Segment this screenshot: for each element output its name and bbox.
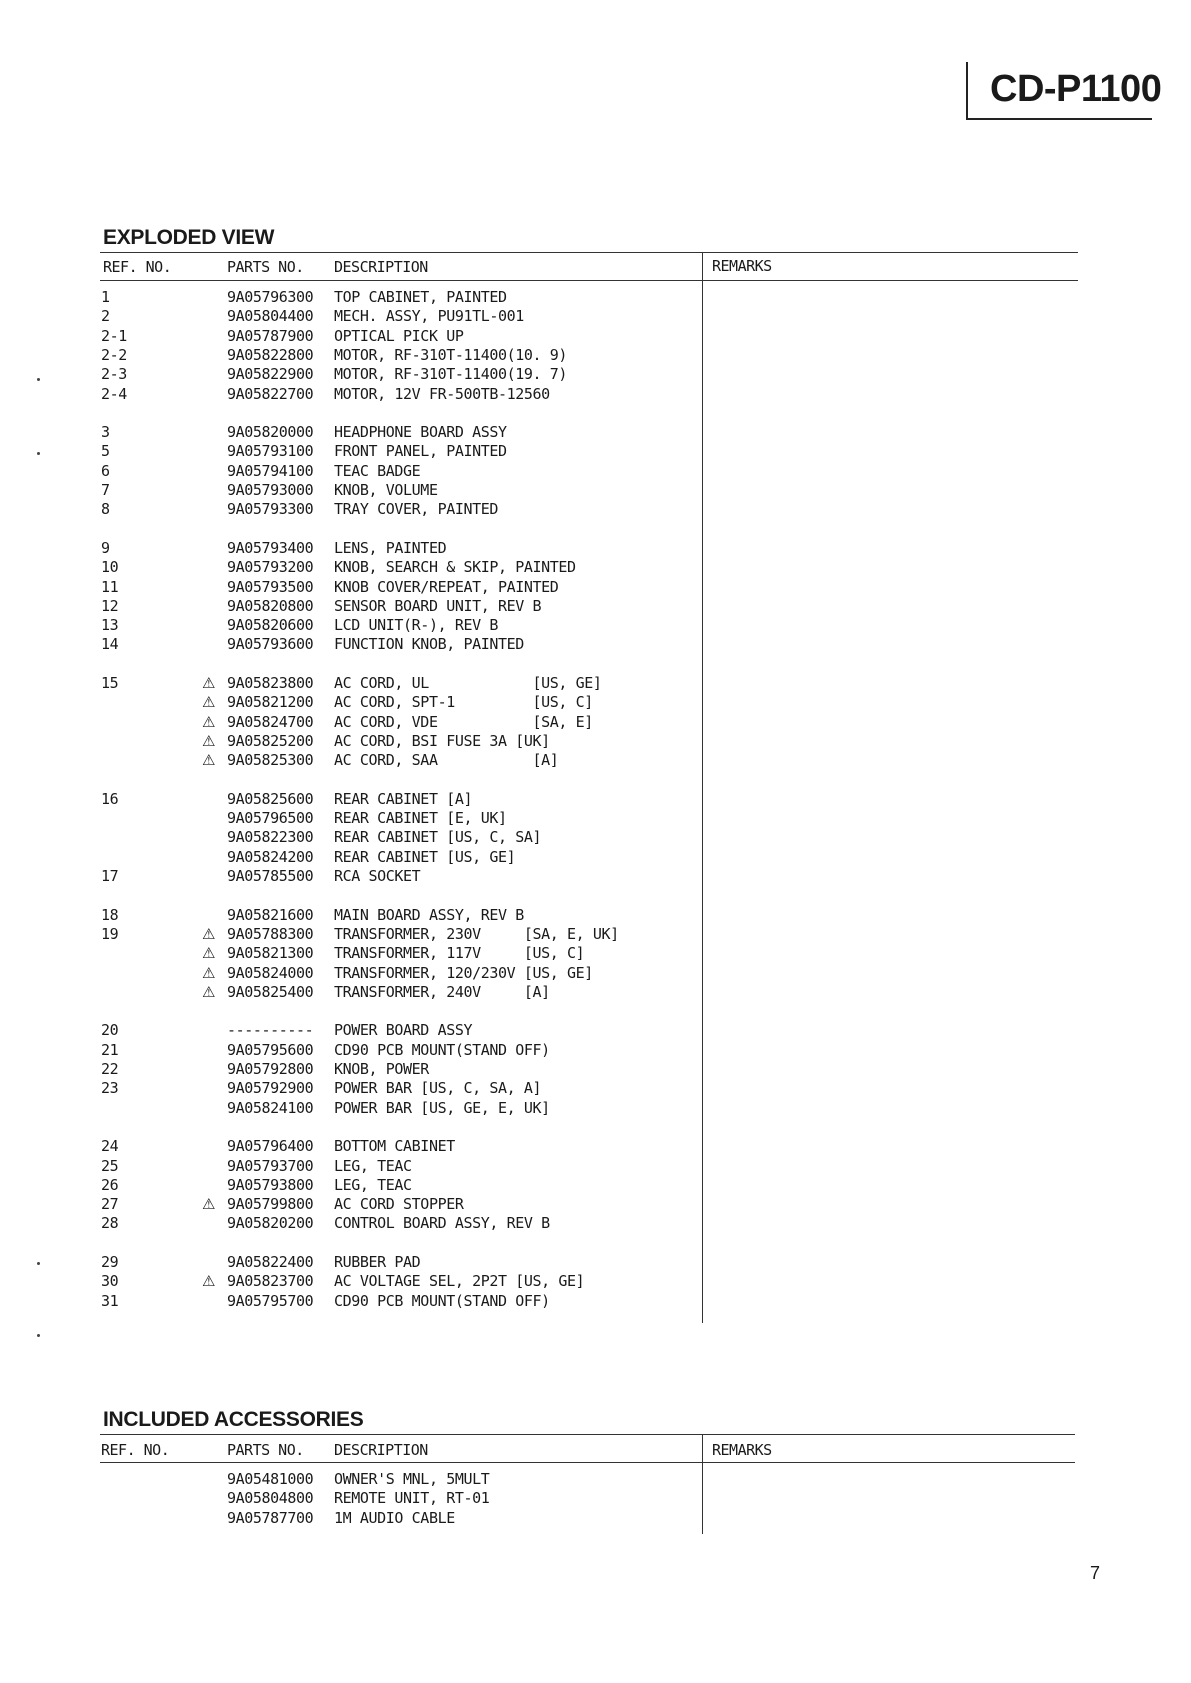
part-number: 9A05788300 bbox=[227, 924, 314, 943]
part-description: RCA SOCKET bbox=[334, 867, 421, 885]
part-number: 9A05824700 bbox=[227, 712, 314, 731]
part-description: TRAY COVER, PAINTED bbox=[334, 500, 498, 519]
part-description: RUBBER PAD bbox=[334, 1253, 421, 1271]
part-description: TRANSFORMER, 240V [A] bbox=[334, 982, 550, 1001]
part-description: HEADPHONE BOARD ASSY bbox=[334, 423, 507, 442]
table-row bbox=[0, 674, 700, 693]
part-description: POWER BAR [US, C, SA, A] bbox=[334, 1079, 542, 1098]
table-row bbox=[0, 1509, 700, 1528]
table-row bbox=[0, 1176, 700, 1195]
part-description: MAIN BOARD ASSY, REV B bbox=[334, 905, 524, 924]
part-description: TOP CABINET, PAINTED bbox=[334, 288, 507, 306]
part-number: 9A05824200 bbox=[227, 847, 314, 866]
part-description: MOTOR, 12V FR-500TB-12560 bbox=[334, 384, 550, 403]
part-description: KNOB COVER/REPEAT, PAINTED bbox=[334, 577, 559, 596]
part-number: 9A05787700 bbox=[227, 1508, 314, 1527]
ref-no: 22 bbox=[101, 1060, 119, 1078]
ref-no: 8 bbox=[101, 500, 110, 519]
table-row bbox=[0, 481, 700, 500]
part-number: 9A05794100 bbox=[227, 461, 314, 480]
table-row bbox=[0, 365, 700, 384]
ref-no: 6 bbox=[101, 461, 110, 480]
ref-no: 30 bbox=[101, 1272, 119, 1291]
part-number: 9A05824100 bbox=[227, 1098, 314, 1117]
safety-warning-icon: ⚠ bbox=[202, 982, 216, 1001]
table-row bbox=[0, 906, 700, 925]
table-row bbox=[0, 732, 700, 751]
ref-no: 15 bbox=[101, 674, 119, 692]
part-description: LENS, PAINTED bbox=[334, 538, 447, 557]
part-description: LEG, TEAC bbox=[334, 1175, 412, 1194]
part-number: 9A05793300 bbox=[227, 500, 314, 519]
part-number: 9A05793000 bbox=[227, 481, 314, 499]
part-number: 9A05825300 bbox=[227, 751, 314, 770]
scan-speck bbox=[37, 378, 40, 381]
part-description: MOTOR, RF-310T-11400(19. 7) bbox=[334, 365, 568, 384]
table-row bbox=[0, 462, 700, 481]
table-row bbox=[0, 693, 700, 712]
ref-no: 26 bbox=[101, 1175, 119, 1194]
ref-no: 2 bbox=[101, 307, 110, 326]
part-number: 9A05793200 bbox=[227, 558, 314, 577]
part-description: MECH. ASSY, PU91TL-001 bbox=[334, 307, 524, 326]
part-number: 9A05820600 bbox=[227, 616, 314, 635]
part-number: 9A05796300 bbox=[227, 288, 314, 306]
table-row bbox=[0, 1272, 700, 1291]
scan-speck bbox=[37, 1334, 40, 1337]
table-row bbox=[0, 1060, 700, 1079]
part-description: REAR CABINET [A] bbox=[334, 789, 473, 808]
part-number: 9A05793100 bbox=[227, 442, 314, 461]
part-description: AC CORD, UL [US, GE] bbox=[334, 674, 602, 692]
part-number: 9A05824000 bbox=[227, 963, 314, 982]
part-number: 9A05793800 bbox=[227, 1175, 314, 1194]
part-description: BOTTOM CABINET bbox=[334, 1137, 455, 1156]
table-row bbox=[0, 346, 700, 365]
part-description: TEAC BADGE bbox=[334, 461, 421, 480]
exploded-col-parts: PARTS NO. bbox=[227, 258, 304, 276]
part-description: REAR CABINET [US, C, SA] bbox=[334, 828, 542, 847]
table-row bbox=[0, 944, 700, 963]
safety-warning-icon: ⚠ bbox=[202, 674, 216, 692]
table-row bbox=[0, 925, 700, 944]
table-row bbox=[0, 558, 700, 577]
part-description: AC CORD, VDE [SA, E] bbox=[334, 712, 593, 731]
table-row bbox=[0, 1214, 700, 1233]
part-description: CD90 PCB MOUNT(STAND OFF) bbox=[334, 1291, 550, 1310]
table-row bbox=[0, 848, 700, 867]
safety-warning-icon: ⚠ bbox=[202, 693, 216, 712]
part-number: 9A05821300 bbox=[227, 944, 314, 963]
part-description: POWER BOARD ASSY bbox=[334, 1021, 473, 1040]
part-description: AC CORD STOPPER bbox=[334, 1195, 464, 1214]
scan-speck bbox=[37, 452, 40, 455]
part-number: 9A05804400 bbox=[227, 307, 314, 326]
part-number: 9A05822400 bbox=[227, 1253, 314, 1271]
table-row bbox=[0, 1489, 700, 1508]
accessories-title: INCLUDED ACCESSORIES bbox=[103, 1408, 364, 1431]
ref-no: 27 bbox=[101, 1195, 119, 1214]
accessories-col-desc: DESCRIPTION bbox=[334, 1441, 428, 1459]
table-row bbox=[0, 1470, 700, 1489]
ref-no: 18 bbox=[101, 905, 119, 924]
part-number: 9A05821200 bbox=[227, 693, 314, 712]
table-row bbox=[0, 1157, 700, 1176]
part-description: LEG, TEAC bbox=[334, 1156, 412, 1175]
ref-no: 3 bbox=[101, 423, 110, 442]
part-description: TRANSFORMER, 230V [SA, E, UK] bbox=[334, 924, 619, 943]
part-description: SENSOR BOARD UNIT, REV B bbox=[334, 596, 542, 615]
part-description: CONTROL BOARD ASSY, REV B bbox=[334, 1214, 550, 1233]
part-number: 9A05792900 bbox=[227, 1079, 314, 1098]
table-row bbox=[0, 635, 700, 654]
ref-no: 2-3 bbox=[101, 365, 127, 384]
part-number: 9A05823700 bbox=[227, 1272, 314, 1291]
part-description: AC VOLTAGE SEL, 2P2T [US, GE] bbox=[334, 1272, 585, 1291]
part-description: KNOB, POWER bbox=[334, 1060, 429, 1078]
table-row bbox=[0, 1292, 700, 1311]
scan-speck bbox=[37, 1262, 40, 1265]
ref-no: 23 bbox=[101, 1079, 119, 1098]
table-row bbox=[0, 964, 700, 983]
table-row bbox=[0, 307, 700, 326]
part-number: 9A05793700 bbox=[227, 1156, 314, 1175]
table-row bbox=[0, 539, 700, 558]
table-row bbox=[0, 867, 700, 886]
part-description: REAR CABINET [E, UK] bbox=[334, 809, 507, 828]
table-row bbox=[0, 751, 700, 770]
table-row bbox=[0, 500, 700, 519]
exploded-col-desc: DESCRIPTION bbox=[334, 258, 428, 276]
accessories-top-rule bbox=[100, 1434, 1075, 1435]
ref-no: 5 bbox=[101, 442, 110, 461]
part-number: 9A05804800 bbox=[227, 1489, 314, 1508]
accessories-header-rule bbox=[100, 1462, 1075, 1463]
part-description: AC CORD, SAA [A] bbox=[334, 751, 559, 770]
part-description: REMOTE UNIT, RT-01 bbox=[334, 1489, 490, 1508]
table-row bbox=[0, 616, 700, 635]
table-row bbox=[0, 983, 700, 1002]
safety-warning-icon: ⚠ bbox=[202, 1272, 216, 1291]
part-number: 9A05825200 bbox=[227, 731, 314, 750]
table-row bbox=[0, 790, 700, 809]
ref-no: 16 bbox=[101, 789, 119, 808]
ref-no: 28 bbox=[101, 1214, 119, 1233]
part-description: AC CORD, SPT-1 [US, C] bbox=[334, 693, 593, 712]
part-description: OWNER'S MNL, 5MULT bbox=[334, 1470, 490, 1488]
safety-warning-icon: ⚠ bbox=[202, 731, 216, 750]
ref-no: 11 bbox=[101, 577, 119, 596]
ref-no: 21 bbox=[101, 1040, 119, 1059]
part-number: 9A05825600 bbox=[227, 789, 314, 808]
ref-no: 29 bbox=[101, 1253, 119, 1271]
part-number: 9A05795700 bbox=[227, 1291, 314, 1310]
part-number: ---------- bbox=[227, 1021, 314, 1040]
part-number: 9A05823800 bbox=[227, 674, 314, 692]
accessories-col-ref: REF. NO. bbox=[101, 1441, 170, 1459]
table-row bbox=[0, 1195, 700, 1214]
ref-no: 31 bbox=[101, 1291, 119, 1310]
part-number: 9A05793400 bbox=[227, 538, 314, 557]
part-number: 9A05820200 bbox=[227, 1214, 314, 1233]
safety-warning-icon: ⚠ bbox=[202, 751, 216, 770]
part-number: 9A05793600 bbox=[227, 635, 314, 654]
table-row bbox=[0, 327, 700, 346]
table-row bbox=[0, 1079, 700, 1098]
part-description: KNOB, SEARCH & SKIP, PAINTED bbox=[334, 558, 576, 577]
part-description: FUNCTION KNOB, PAINTED bbox=[334, 635, 524, 654]
part-number: 9A05799800 bbox=[227, 1195, 314, 1214]
ref-no: 2-4 bbox=[101, 384, 127, 403]
exploded-top-rule bbox=[100, 252, 1078, 253]
ref-no: 9 bbox=[101, 538, 110, 557]
model-title: CD-P1100 bbox=[990, 68, 1162, 110]
table-row bbox=[0, 385, 700, 404]
safety-warning-icon: ⚠ bbox=[202, 924, 216, 943]
part-number: 9A05792800 bbox=[227, 1060, 314, 1078]
ref-no: 7 bbox=[101, 481, 110, 499]
exploded-col-remarks: REMARKS bbox=[712, 257, 772, 275]
ref-no: 2-2 bbox=[101, 345, 127, 364]
exploded-remarks-divider bbox=[702, 252, 703, 1323]
table-row bbox=[0, 578, 700, 597]
accessories-col-parts: PARTS NO. bbox=[227, 1441, 304, 1459]
safety-warning-icon: ⚠ bbox=[202, 1195, 216, 1214]
accessories-col-remarks: REMARKS bbox=[712, 1441, 772, 1459]
part-number: 9A05481000 bbox=[227, 1470, 314, 1488]
table-row bbox=[0, 809, 700, 828]
table-row bbox=[0, 597, 700, 616]
ref-no: 24 bbox=[101, 1137, 119, 1156]
part-description: TRANSFORMER, 117V [US, C] bbox=[334, 944, 585, 963]
exploded-header-rule bbox=[100, 280, 1078, 281]
table-row bbox=[0, 828, 700, 847]
part-number: 9A05825400 bbox=[227, 982, 314, 1001]
exploded-col-ref: REF. NO. bbox=[103, 258, 172, 276]
ref-no: 20 bbox=[101, 1021, 119, 1040]
part-number: 9A05822700 bbox=[227, 384, 314, 403]
part-number: 9A05796400 bbox=[227, 1137, 314, 1156]
table-row bbox=[0, 1137, 700, 1156]
part-description: FRONT PANEL, PAINTED bbox=[334, 442, 507, 461]
ref-no: 10 bbox=[101, 558, 119, 577]
page-number: 7 bbox=[1090, 1563, 1101, 1583]
part-number: 9A05821600 bbox=[227, 905, 314, 924]
safety-warning-icon: ⚠ bbox=[202, 963, 216, 982]
part-number: 9A05795600 bbox=[227, 1040, 314, 1059]
table-row bbox=[0, 713, 700, 732]
part-description: 1M AUDIO CABLE bbox=[334, 1508, 455, 1527]
part-number: 9A05822900 bbox=[227, 365, 314, 384]
part-number: 9A05822300 bbox=[227, 828, 314, 847]
table-row bbox=[0, 1253, 700, 1272]
ref-no: 14 bbox=[101, 635, 119, 654]
safety-warning-icon: ⚠ bbox=[202, 712, 216, 731]
part-description: AC CORD, BSI FUSE 3A [UK] bbox=[334, 731, 550, 750]
part-number: 9A05796500 bbox=[227, 809, 314, 828]
table-row bbox=[0, 423, 700, 442]
part-number: 9A05820000 bbox=[227, 423, 314, 442]
ref-no: 2-1 bbox=[101, 326, 127, 345]
ref-no: 1 bbox=[101, 288, 110, 306]
table-row bbox=[0, 1099, 700, 1118]
table-row bbox=[0, 1041, 700, 1060]
part-description: TRANSFORMER, 120/230V [US, GE] bbox=[334, 963, 593, 982]
table-row bbox=[0, 442, 700, 461]
accessories-remarks-divider bbox=[702, 1434, 703, 1534]
part-description: KNOB, VOLUME bbox=[334, 481, 438, 499]
exploded-view-title: EXPLODED VIEW bbox=[103, 226, 275, 249]
safety-warning-icon: ⚠ bbox=[202, 944, 216, 963]
part-description: MOTOR, RF-310T-11400(10. 9) bbox=[334, 345, 568, 364]
part-description: OPTICAL PICK UP bbox=[334, 326, 464, 345]
part-number: 9A05820800 bbox=[227, 596, 314, 615]
part-description: CD90 PCB MOUNT(STAND OFF) bbox=[334, 1040, 550, 1059]
ref-no: 19 bbox=[101, 924, 119, 943]
part-number: 9A05787900 bbox=[227, 326, 314, 345]
part-description: LCD UNIT(R-), REV B bbox=[334, 616, 498, 635]
part-description: POWER BAR [US, GE, E, UK] bbox=[334, 1098, 550, 1117]
part-number: 9A05822800 bbox=[227, 345, 314, 364]
ref-no: 12 bbox=[101, 596, 119, 615]
table-row bbox=[0, 1021, 700, 1040]
ref-no: 17 bbox=[101, 867, 119, 885]
part-number: 9A05785500 bbox=[227, 867, 314, 885]
part-description: REAR CABINET [US, GE] bbox=[334, 847, 516, 866]
ref-no: 13 bbox=[101, 616, 119, 635]
table-row bbox=[0, 288, 700, 307]
part-number: 9A05793500 bbox=[227, 577, 314, 596]
ref-no: 25 bbox=[101, 1156, 119, 1175]
